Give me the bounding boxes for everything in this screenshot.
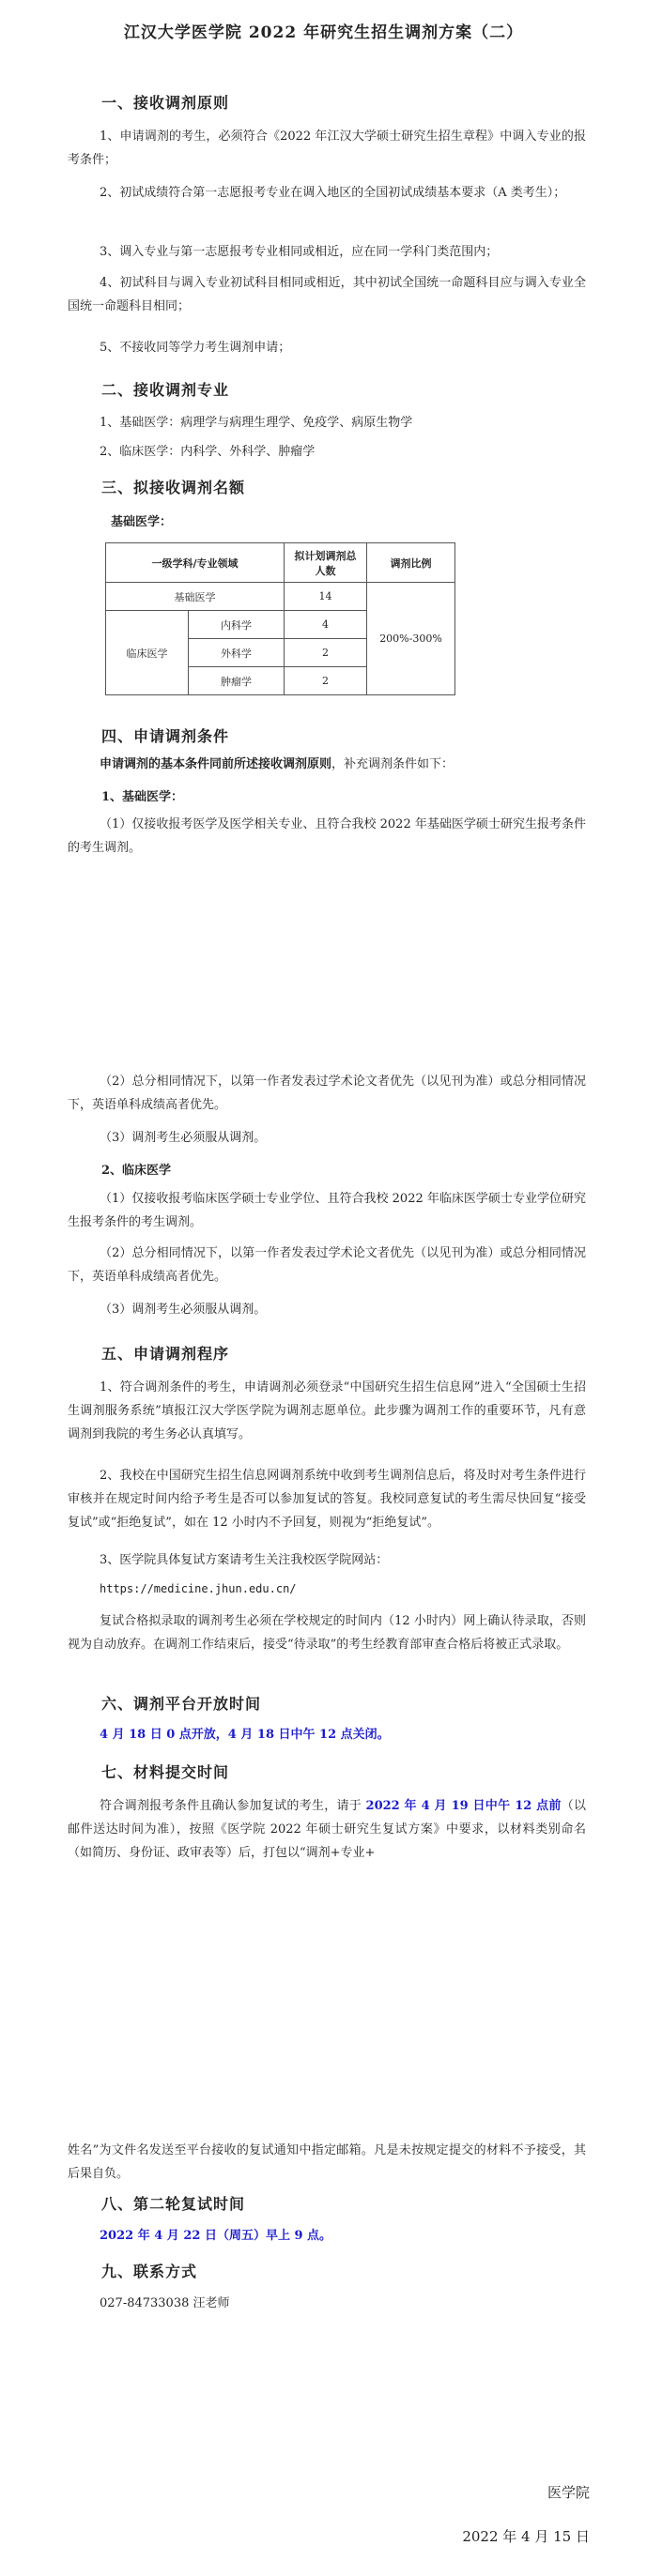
table-row xyxy=(106,583,455,611)
table-cell-count: 4 xyxy=(285,611,367,639)
section-7-paragraph-1 xyxy=(68,1794,586,1865)
submit-instruction-pre: 符合调剂报考条件且确认参加复试的考生，请于 xyxy=(100,1799,366,1813)
section-5-step-3: 3、医学院具体复试方案请考生关注我校医学院网站： xyxy=(100,1553,389,1567)
section-2-item-1: 1、基础医学：病理学与病理生理学、免疫学、病原生物学 xyxy=(100,416,413,430)
section-4-heading: 四、申请调剂条件 xyxy=(101,727,230,745)
section-4-clinical-condition-3: （3）调剂考生必须服从调剂。 xyxy=(100,1303,267,1317)
table-header-count: 拟计划调剂总人数 xyxy=(285,543,367,583)
table-cell-basic-medicine: 基础医学 xyxy=(106,583,285,611)
table-header-ratio: 调剂比例 xyxy=(367,543,455,583)
section-6-heading: 六、调剂平台开放时间 xyxy=(101,1695,262,1713)
section-4-basic-condition-2: （2）总分相同情况下，以第一作者发表过学术论文者优先（以见刊为准）或总分相同情况下，英语单科成绩高者优先。 xyxy=(68,1075,586,1112)
table-cell-subfield: 外科学 xyxy=(189,639,285,667)
section-4-intro-rest: ，补充调剂条件如下： xyxy=(331,757,454,771)
section-5-heading: 五、申请调剂程序 xyxy=(101,1345,230,1363)
quota-table xyxy=(105,542,455,695)
section-7-paragraph-2: 姓名”为文件名发送至平台接收的复试通知中指定邮箱。凡是未按规定提交的材料不予接受，其后果自负。 xyxy=(68,2143,586,2181)
section-4-basic-condition-1: （1）仅接收报考医学及医学相关专业、且符合我校 2022 年基础医学硕士研究生报考条件的考生调剂。 xyxy=(68,817,586,855)
section-4-intro-bold: 申请调剂的基本条件同前所述接收调剂原则 xyxy=(100,757,332,771)
section-4-sub-basic: 1、基础医学： xyxy=(101,790,184,804)
submit-instruction-post: （以邮件送达时间为准），按照《医学院 2022 年硕士研究生复试方案》中要求，以材料类别命名（如简历、身份证、政审表等）后，打包以“调剂+专业+ xyxy=(68,1799,586,1860)
table-cell-subfield: 肿瘤学 xyxy=(189,667,285,695)
section-5-step-2: 2、我校在中国研究生招生信息网调剂系统中收到考生调剂信息后，将及时对考生条件进行审核并在规定时间内给予考生是否可以参加复试的答复。我校同意复试的考生需尽快回复“接受复试”或“拒绝复试”，如在 12 小时内不予回复，则视为“拒绝复试”。 xyxy=(68,1469,586,1530)
section-4-clinical-condition-2: （2）总分相同情况下，以第一作者发表过学术论文者优先（以见刊为准）或总分相同情况下，英语单科成绩高者优先。 xyxy=(68,1246,586,1284)
table-cell-ratio: 200%-300% xyxy=(367,583,455,695)
second-round-time: 2022 年 4 月 22 日（周五）早上 9 点。 xyxy=(100,2229,332,2243)
document-page-2 xyxy=(0,967,647,2034)
section-8-heading: 八、第二轮复试时间 xyxy=(101,2195,246,2213)
section-1-heading: 一、接收调剂原则 xyxy=(101,94,230,112)
contact-phone: 027-84733038 汪老师 xyxy=(100,2296,230,2310)
section-2-item-2: 2、临床医学：内科学、外科学、肿瘤学 xyxy=(100,445,316,459)
signature-date: 2022 年 4 月 15 日 xyxy=(462,2528,590,2545)
section-4-sub-clinical: 2、临床医学 xyxy=(101,1164,172,1178)
section-1-item-5: 5、不接收同等学力考生调剂申请； xyxy=(100,341,291,355)
section-4-basic-condition-3: （3）调剂考生必须服从调剂。 xyxy=(100,1131,267,1145)
section-4-intro xyxy=(100,755,625,775)
signature-org: 医学院 xyxy=(547,2484,590,2501)
section-1-item-2: 2、初试成绩符合第一志愿报考专业在调入地区的全国初试成绩基本要求（A 类考生）； xyxy=(100,186,566,200)
section-1-item-4: 4、初试科目与调入专业初试科目相同或相近，其中初试全国统一命题科目应与调入专业全国统一命题科目相同； xyxy=(68,276,586,313)
section-3-heading: 三、拟接收调剂名额 xyxy=(101,479,246,496)
section-5-step-1: 1、符合调剂条件的考生，申请调剂必须登录“中国研究生招生信息网”进入“全国硕士生招生调剂服务系统”填报江汉大学医学院为调剂志愿单位。此步骤为调剂工作的重要环节，凡有意调剂到我院的考生务必认真填写。 xyxy=(68,1380,586,1441)
section-4-clinical-condition-1: （1）仅接收报考临床医学硕士专业学位、且符合我校 2022 年临床医学硕士专业学位研究生报考条件的考生调剂。 xyxy=(68,1192,586,1229)
section-9-heading: 九、联系方式 xyxy=(101,2263,198,2280)
section-2-heading: 二、接收调剂专业 xyxy=(101,381,230,399)
table-cell-basic-count: 14 xyxy=(285,583,367,611)
table-header-discipline: 一级学科/专业领域 xyxy=(106,543,285,583)
table-cell-subfield: 内科学 xyxy=(189,611,285,639)
table-cell-clinical-medicine: 临床医学 xyxy=(106,611,189,695)
document-page-3 xyxy=(0,2034,647,2576)
document-title: 江汉大学医学院 2022 年研究生招生调剂方案（二） xyxy=(123,23,524,42)
section-7-heading: 七、材料提交时间 xyxy=(101,1763,230,1781)
table-cell-count: 2 xyxy=(285,667,367,695)
medicine-website-link[interactable]: https://medicine.jhun.edu.cn/ xyxy=(100,1582,297,1595)
section-1-item-3: 3、调入专业与第一志愿报考专业相同或相近，应在同一学科门类范围内； xyxy=(100,245,499,259)
table-cell-count: 2 xyxy=(285,639,367,667)
table-header-row xyxy=(106,543,455,583)
submit-deadline: 2022 年 4 月 19 日中午 12 点前 xyxy=(365,1799,562,1813)
platform-open-time: 4 月 18 日 0 点开放，4 月 18 日中午 12 点关闭。 xyxy=(100,1728,390,1742)
section-5-note: 复试合格拟录取的调剂考生必须在学校规定的时间内（12 小时内）网上确认待录取，否则视为自动放弃。在调剂工作结束后，接受“待录取”的考生经教育部审查合格后将被正式录取。 xyxy=(68,1614,586,1652)
section-3-subheading: 基础医学： xyxy=(111,515,173,529)
document-page-1 xyxy=(0,0,647,967)
section-1-item-1: 1、申请调剂的考生，必须符合《2022 年江汉大学硕士研究生招生章程》中调入专业的报考条件； xyxy=(68,130,586,167)
